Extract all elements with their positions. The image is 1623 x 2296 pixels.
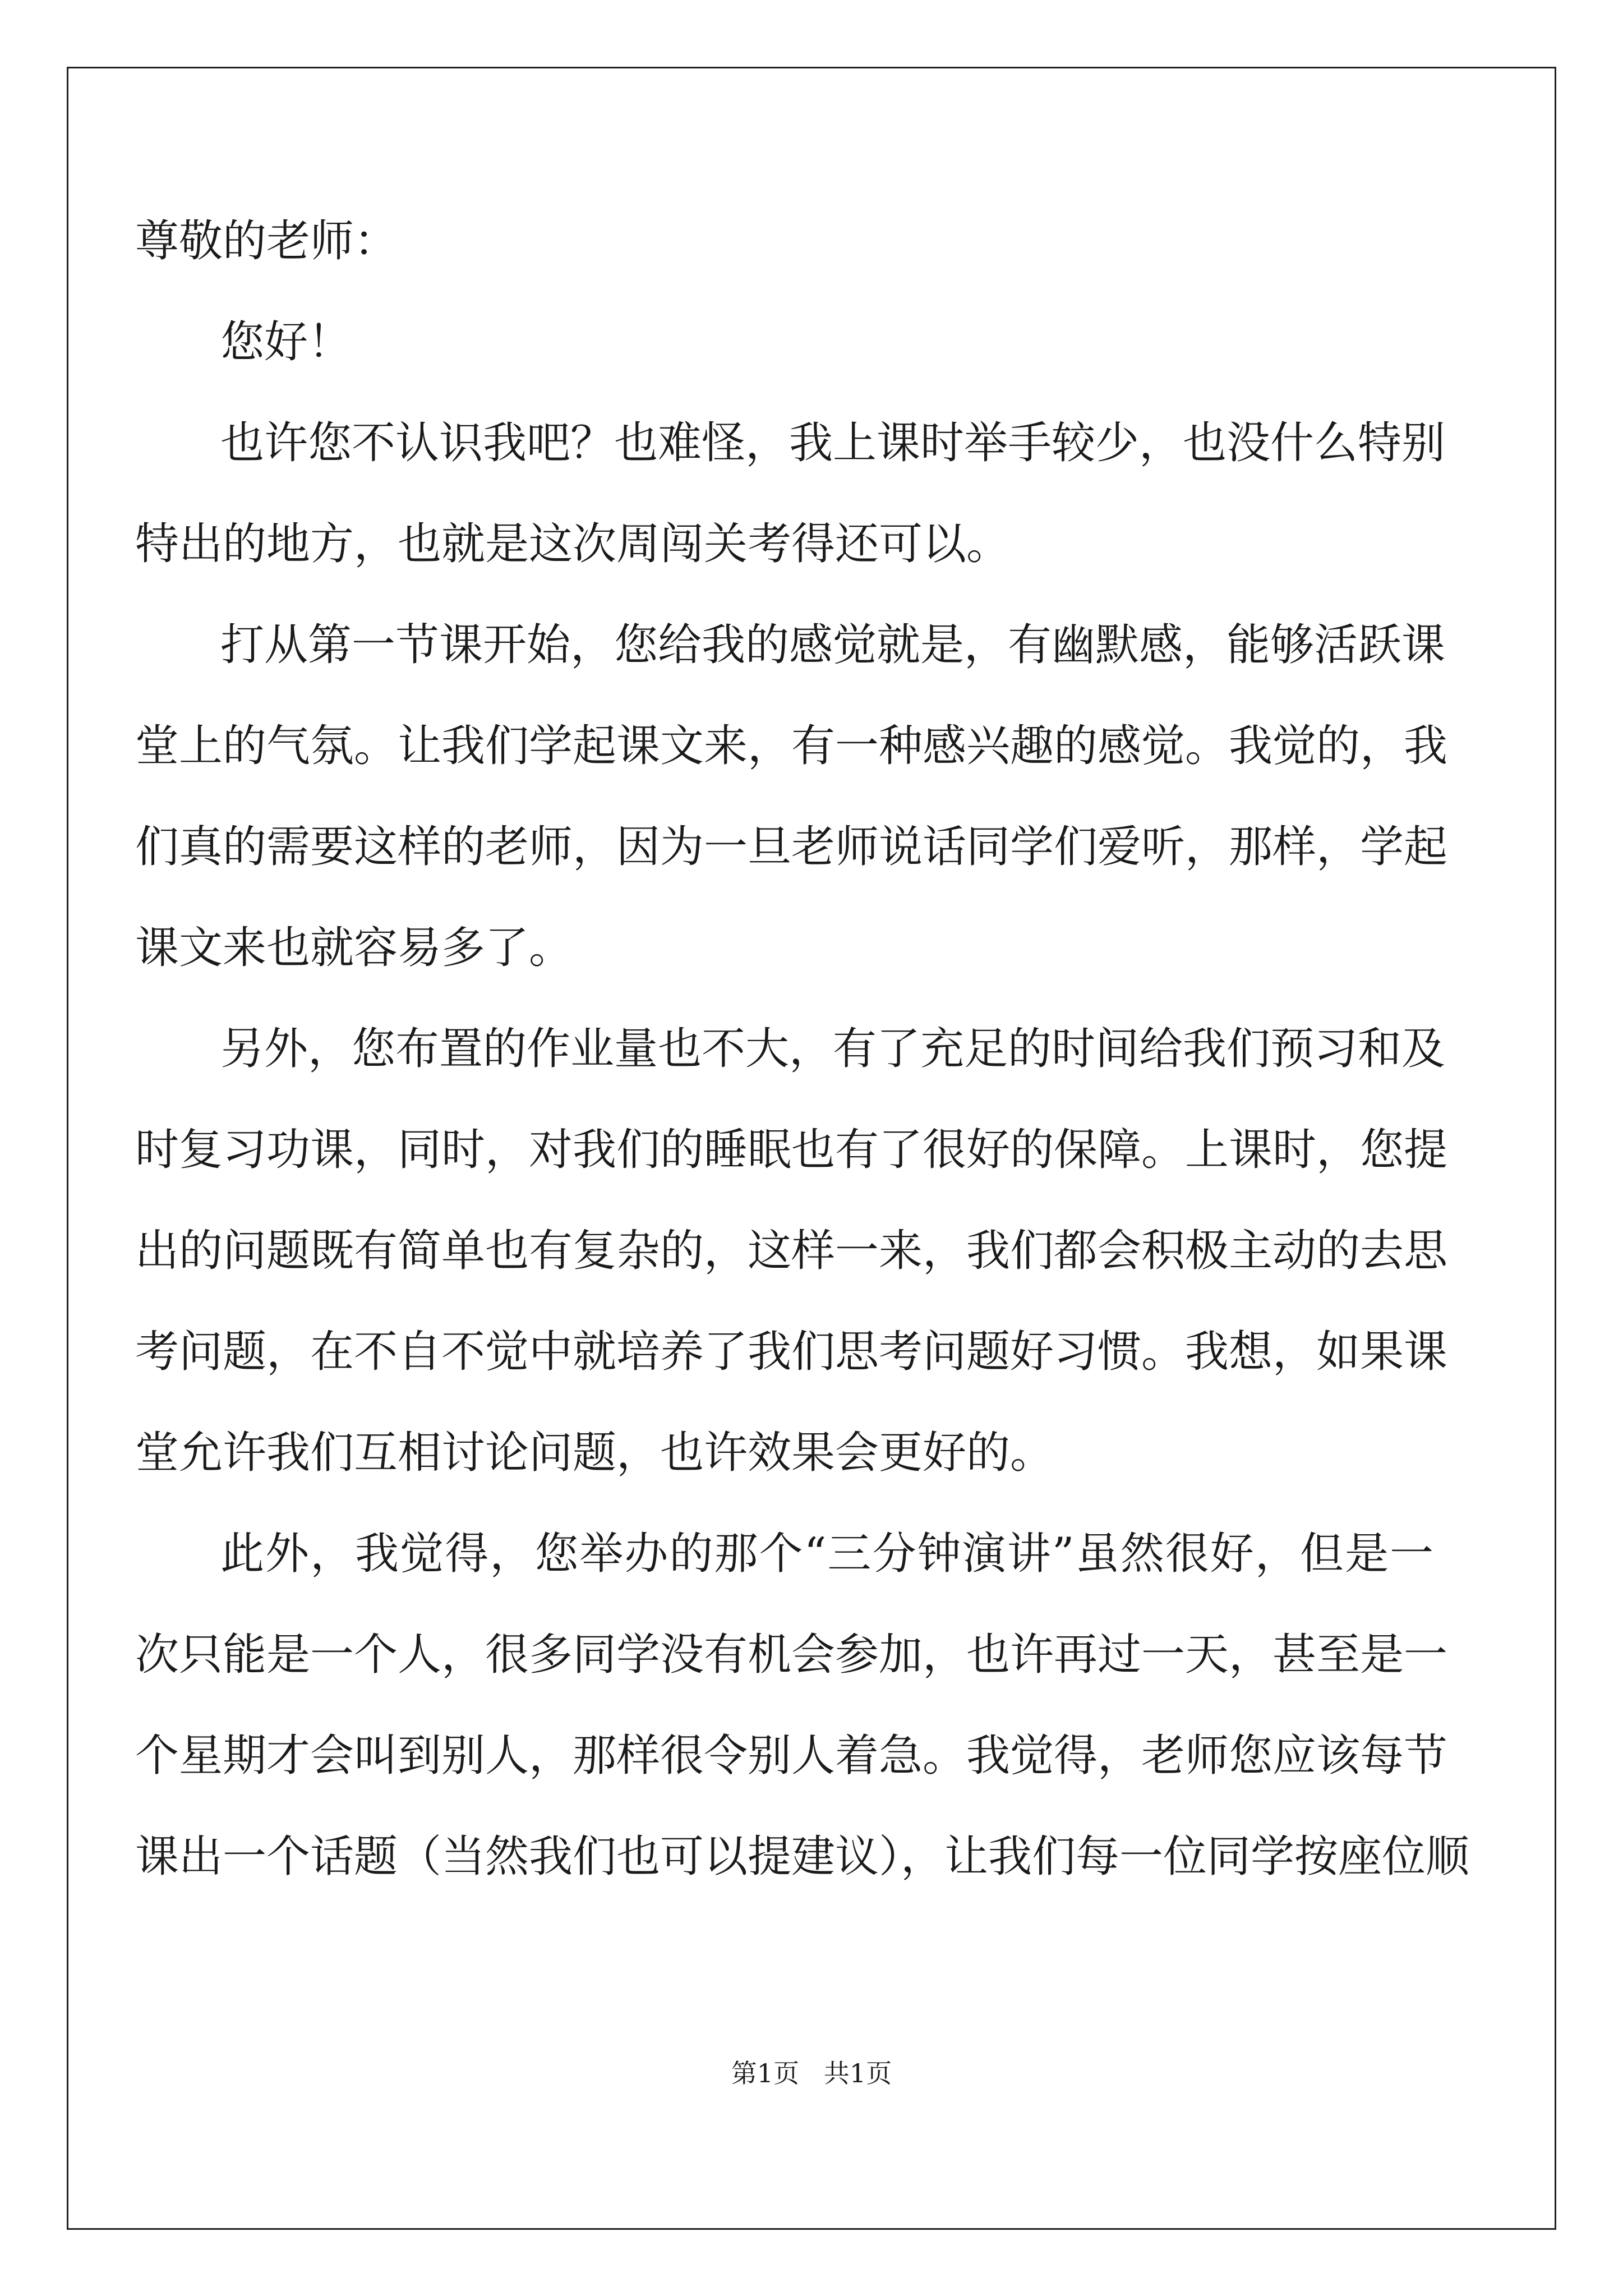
paragraph-3-line-3: 出的问题既有简单也有复杂的，这样一来，我们都会积极主动的去思	[135, 1226, 1448, 1276]
paragraph-2-line-3: 们真的需要这样的老师，因为一旦老师说话同学们爱听，那样，学起	[135, 822, 1448, 872]
paragraph-2-line-2: 堂上的气氛。让我们学起课文来，有一种感兴趣的感觉。我觉的，我	[135, 721, 1448, 771]
greeting: 您好！	[220, 317, 352, 367]
paragraph-4-line-3: 个星期才会叫到别人，那样很令别人着急。我觉得，老师您应该每节	[135, 1731, 1448, 1781]
paragraph-4-line-2: 次只能是一个人，很多同学没有机会参加，也许再过一天，甚至是一	[135, 1630, 1448, 1680]
paragraph-3-line-5: 堂允许我们互相讨论问题，也许效果会更好的。	[135, 1428, 1054, 1478]
salutation: 尊敬的老师：	[135, 216, 398, 266]
paragraph-2-line-4: 课文来也就容易多了。	[135, 923, 573, 973]
paragraph-1-line-1: 也许您不认识我吧？也难怪，我上课时举手较少，也没什么特别	[220, 418, 1446, 468]
paragraph-2-line-1: 打从第一节课开始，您给我的感觉就是，有幽默感，能够活跃课	[220, 620, 1446, 670]
paragraph-3-line-2: 时复习功课，同时，对我们的睡眠也有了很好的保障。上课时，您提	[135, 1125, 1448, 1175]
paragraph-3-line-4: 考问题，在不自不觉中就培养了我们思考问题好习惯。我想，如果课	[135, 1327, 1448, 1377]
paragraph-1-line-2: 特出的地方，也就是这次周闯关考得还可以。	[135, 519, 1011, 569]
page-footer: 第1页 共1页	[731, 2058, 892, 2088]
paragraph-4-line-4: 课出一个话题（当然我们也可以提建议），让我们每一位同学按座位顺	[135, 1832, 1470, 1882]
paragraph-4-line-1: 此外，我觉得，您举办的那个“三分钟演讲”虽然很好，但是一	[220, 1529, 1433, 1579]
paragraph-3-line-1: 另外，您布置的作业量也不大，有了充足的时间给我们预习和及	[220, 1024, 1446, 1074]
